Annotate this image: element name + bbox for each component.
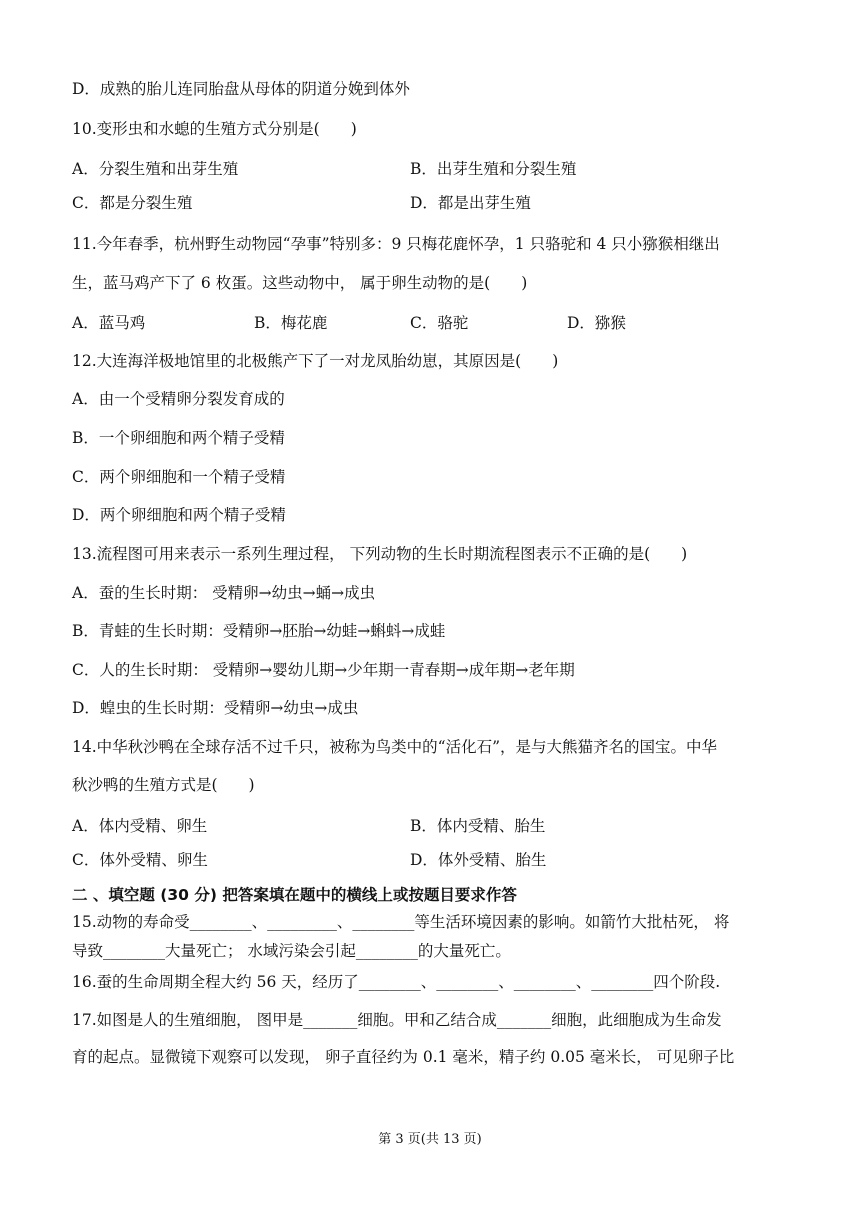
- question-17-line2: 育的起点。显微镜下观察可以发现， 卵子直径约为 0.1 毫米，精子约 0.05 毫米长， 可见卵子比: [72, 1048, 735, 1066]
- q10-option-c: C．都是分裂生殖: [72, 194, 193, 212]
- q14-option-a: A．体内受精、卵生: [72, 817, 208, 835]
- q12-option-a: A．由一个受精卵分裂发育成的: [72, 390, 285, 408]
- q14-option-d: D．体外受精、胎生: [410, 851, 547, 869]
- question-13: 13.流程图可用来表示一系列生理过程， 下列动物的生长时期流程图表示不正确的是( ): [72, 545, 688, 563]
- question-11-line2: 生，蓝马鸡产下了 6 枚蛋。这些动物中， 属于卵生动物的是( ): [72, 274, 528, 292]
- q14-option-b: B．体内受精、胎生: [410, 817, 546, 835]
- page-footer: 第 3 页(共 13 页): [378, 1132, 482, 1147]
- question-14-line1: 14.中华秋沙鸭在全球存活不过千只，被称为鸟类中的“活化石”，是与大熊猫齐名的国宝。中华: [72, 738, 718, 756]
- question-12: 12.大连海洋极地馆里的北极熊产下了一对龙凤胎幼崽，其原因是( ): [72, 352, 559, 370]
- question-14-line2: 秋沙鸭的生殖方式是( ): [72, 776, 255, 794]
- question-16: 16.蚕的生命周期全程大约 56 天，经历了________、________、________、________四个阶段.: [72, 973, 721, 991]
- question-15-line2: 导致________大量死亡； 水域污染会引起________的大量死亡。: [72, 942, 511, 960]
- q10-option-b: B．出芽生殖和分裂生殖: [410, 160, 577, 178]
- q13-option-a: A．蚕的生长时期： 受精卵→幼虫→蛹→成虫: [72, 584, 376, 602]
- question-17-line1: 17.如图是人的生殖细胞， 图甲是_______细胞。甲和乙结合成_______细胞，此细胞成为生命发: [72, 1011, 722, 1029]
- q14-option-c: C．体外受精、卵生: [72, 851, 208, 869]
- section-2-heading: 二 、填空题 (30 分) 把答案填在题中的横线上或按题目要求作答: [72, 886, 517, 904]
- q11-option-a: A．蓝马鸡: [72, 314, 146, 332]
- q9-option-d: D．成熟的胎儿连同胎盘从母体的阴道分娩到体外: [72, 80, 410, 98]
- q12-option-d: D．两个卵细胞和两个精子受精: [72, 506, 286, 524]
- q11-option-c: C．骆驼: [410, 314, 469, 332]
- q10-option-a: A．分裂生殖和出芽生殖: [72, 160, 239, 178]
- q12-option-c: C．两个卵细胞和一个精子受精: [72, 468, 286, 486]
- question-11-line1: 11.今年春季，杭州野生动物园“孕事”特别多：9 只梅花鹿怀孕，1 只骆驼和 4 只小猕猴相继出: [72, 235, 720, 253]
- q11-option-d: D．猕猴: [567, 314, 626, 332]
- q10-option-d: D．都是出芽生殖: [410, 194, 531, 212]
- q13-option-c: C．人的生长时期： 受精卵→婴幼儿期→少年期一青春期→成年期→老年期: [72, 661, 575, 679]
- question-10: 10.变形虫和水螅的生殖方式分别是( ): [72, 120, 357, 138]
- q13-option-b: B．青蛙的生长时期：受精卵→胚胎→幼蛙→蝌蚪→成蛙: [72, 622, 446, 640]
- q12-option-b: B．一个卵细胞和两个精子受精: [72, 429, 285, 447]
- q11-option-b: B．梅花鹿: [254, 314, 328, 332]
- q13-option-d: D．蝗虫的生长时期：受精卵→幼虫→成虫: [72, 699, 359, 717]
- question-15-line1: 15.动物的寿命受________、_________、________等生活环境因素的影响。如箭竹大批枯死， 将: [72, 913, 730, 931]
